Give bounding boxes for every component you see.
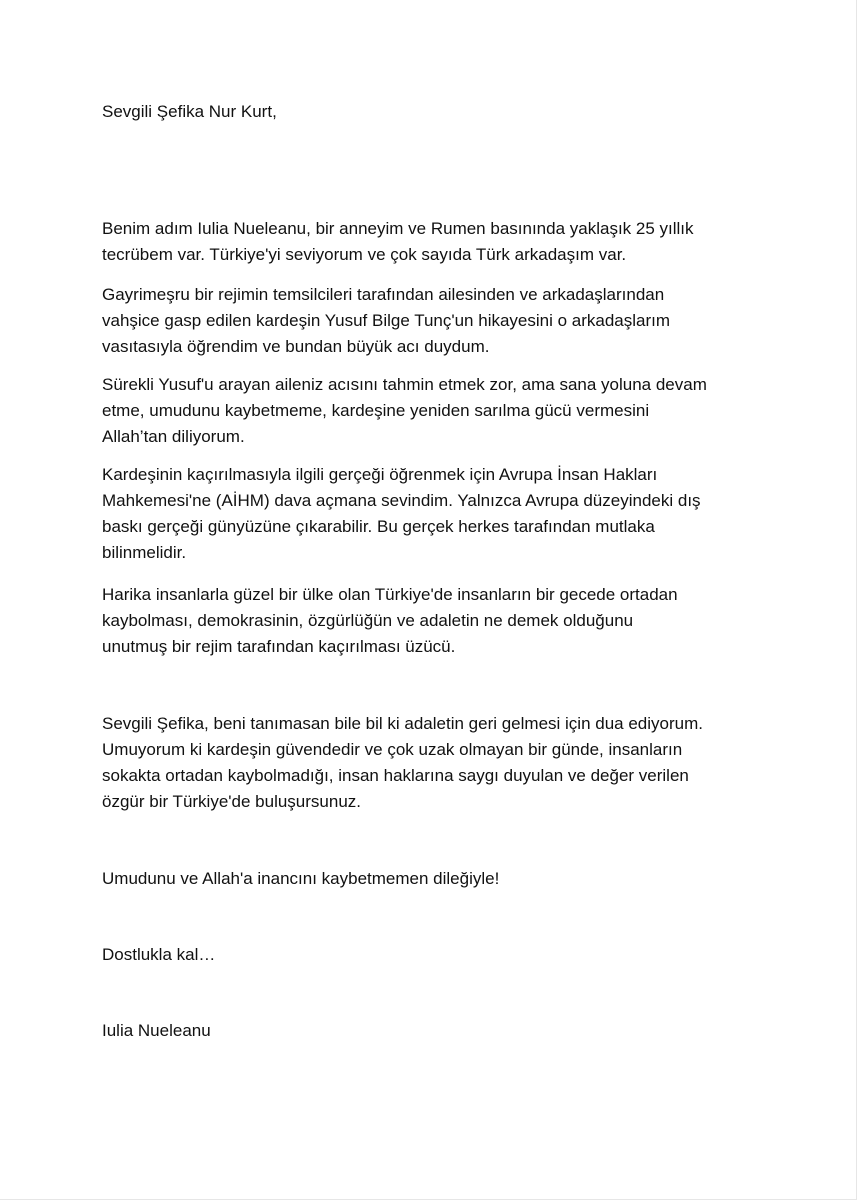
text-line: Mahkemesi'ne (AİHM) dava açmana sevindim. Yalnızca Avrupa düzeyindeki dış <box>102 491 701 510</box>
text-line: Umudunu ve Allah'a inancını kaybetmemen dileğiyle! <box>102 869 500 888</box>
text-line: baskı gerçeği günyüzüne çıkarabilir. Bu gerçek herkes tarafından mutlaka <box>102 517 655 536</box>
text-line: etme, umudunu kaybetmeme, kardeşine yeniden sarılma gücü vermesini <box>102 401 650 420</box>
text-line: Umuyorum ki kardeşin güvendedir ve çok uzak olmayan bir günde, insanların <box>102 740 683 759</box>
salutation: Sevgili Şefika Nur Kurt, <box>102 102 277 121</box>
text-line: kaybolması, demokrasinin, özgürlüğün ve adaletin ne demek olduğunu <box>102 611 634 630</box>
text-line: Sevgili Şefika, beni tanımasan bile bil ki adaletin geri gelmesi için dua ediyorum. <box>102 714 703 733</box>
closing: Dostlukla kal… <box>102 945 216 964</box>
text-line: vasıtasıyla öğrendim ve bundan büyük acı duydum. <box>102 337 490 356</box>
text-line: sokakta ortadan kaybolmadığı, insan haklarına saygı duyulan ve değer verilen <box>102 766 689 785</box>
text-line: bilinmelidir. <box>102 543 187 562</box>
text-line: özgür bir Türkiye'de buluşursunuz. <box>102 792 362 811</box>
text-line: Harika insanlarla güzel bir ülke olan Türkiye'de insanların bir gecede ortadan <box>102 585 678 604</box>
text-line: Gayrimeşru bir rejimin temsilcileri tarafından ailesinden ve arkadaşlarından <box>102 285 665 304</box>
text-line: vahşice gasp edilen kardeşin Yusuf Bilge Tunç'un hikayesini o arkadaşlarım <box>102 311 671 330</box>
text-line: tecrübem var. Türkiye'yi seviyorum ve çok sayıda Türk arkadaşım var. <box>102 245 627 264</box>
text-line: unutmuş bir rejim tarafından kaçırılması üzücü. <box>102 637 456 656</box>
text-line: Kardeşinin kaçırılmasıyla ilgili gerçeği öğrenmek için Avrupa İnsan Hakları <box>102 465 658 484</box>
signature: Iulia Nueleanu <box>102 1021 211 1040</box>
text-line: Allah’tan diliyorum. <box>102 427 245 446</box>
text-line: Sürekli Yusuf'u arayan aileniz acısını tahmin etmek zor, ama sana yoluna devam <box>102 375 707 394</box>
text-line: Benim adım Iulia Nueleanu, bir anneyim ve Rumen basınında yaklaşık 25 yıllık <box>102 219 694 238</box>
